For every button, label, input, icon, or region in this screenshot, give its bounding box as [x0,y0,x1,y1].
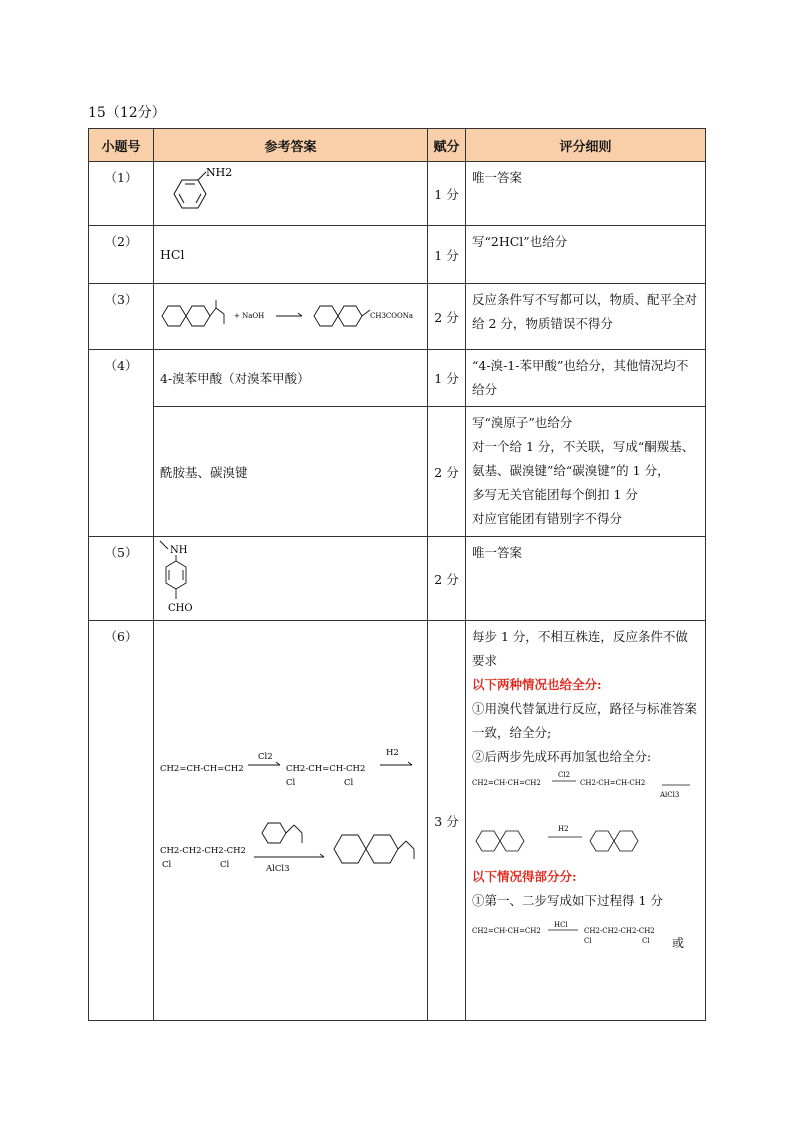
answer-text: 酰胺基、碳溴键 [160,464,248,480]
header-rules: 评分细则 [466,129,706,162]
score-cell: 1 分 [428,350,466,407]
cl-right: Cl [642,937,650,945]
row-number: （3） [89,284,154,350]
dichlorobutane-text: CH2-CH2-CH2-CH2 [584,927,655,935]
rule-line: 对一个给 1 分，不关联，写成“酮羰基、氨基、碳溴键”给“碳溴键”的 1 分， [472,439,695,478]
h2-reagent: H2 [386,748,399,758]
row-number: （5） [89,537,154,621]
partial-route [472,913,700,953]
plus-naoh: + NaOH [234,312,265,320]
alcl3-reagent: AlCl3 [660,791,680,799]
rule-line: 每步 1 分，不相互株连，反应条件不做要求 [472,629,688,668]
rule-line: ①用溴代替氯进行反应，路径与标准答案一致，给全分; [472,701,698,740]
h2-reagent: H2 [558,825,569,833]
butadiene-text: CH2=CH-CH=CH2 [472,927,541,935]
question-title: 15（12分） [88,105,166,121]
or-text: 或 [672,936,685,950]
cl-right: Cl [220,860,230,870]
header-subquestion: 小题号 [89,129,154,162]
nh2-label: NH2 [206,166,233,179]
answer-cell [154,226,428,284]
table-row [89,407,706,537]
rule-cell: 唯一答案 [466,162,706,226]
dichlorobutene-text: CH2-CH=CH-CH2 [286,764,366,774]
nh-label: NH [170,545,188,556]
alcl3-reagent: AlCl3 [266,864,290,874]
cl-right: Cl [344,778,354,788]
header-answer: 参考答案 [154,129,428,162]
header-score: 赋分 [428,129,466,162]
score-cell: 3 分 [428,621,466,1021]
score-cell: 1 分 [428,162,466,226]
answer-cell [154,537,428,621]
answer-cell [154,350,428,407]
score-cell: 2 分 [428,407,466,537]
score-cell: 2 分 [428,284,466,350]
butadiene-text: CH2=CH-CH=CH2 [472,779,541,787]
row-number: （1） [89,162,154,226]
dichlorobutane-text: CH2-CH2-CH2-CH2 [160,846,246,856]
rule-cell: 反应条件写不写都可以，物质、配平全对给 2 分，物质错误不得分 [466,284,706,350]
cl-left: Cl [286,778,296,788]
header-row [89,129,706,162]
rule-cell: 写“2HCl”也给分 [466,226,706,284]
rule-line: ②后两步先成环再加氢也给全分: [472,749,652,764]
score-cell: 2 分 [428,537,466,621]
table-row [89,621,706,1021]
cl-left: Cl [162,860,172,870]
answer-cell [154,621,428,1021]
rule-cell: “4-溴-1-苯甲酸”也给分，其他情况均不给分 [466,350,706,407]
rule-line: ①第一、二步写成如下过程得 1 分 [472,893,663,908]
dichlorobutene-text: CH2-CH=CH-CH2 [580,779,646,787]
aniline-structure [154,162,428,222]
table-row [89,537,706,621]
full-score-heading: 以下两种情况也给全分: [472,677,602,692]
amine-aldehyde-structure [154,537,428,617]
rule-cell: 唯一答案 [466,537,706,621]
table-row [89,284,706,350]
hydrolysis-equation [154,284,428,346]
answer-text: 4-溴苯甲酸（对溴苯甲酸） [160,371,310,386]
answer-text: HCl [160,247,185,262]
cl2-reagent: Cl2 [558,771,571,779]
answer-cell [154,407,428,537]
hcl-reagent: HCl [554,921,568,929]
row-number: （4） [89,350,154,537]
rule-line: 写“溴原子”也给分 [472,415,573,430]
table-row [89,226,706,284]
butadiene-text: CH2=CH-CH=CH2 [160,764,244,774]
row-number: （6） [89,621,154,1021]
table-row [89,350,706,407]
scoring-table [88,128,706,1021]
rule-cell [466,621,706,1021]
table-row [89,162,706,226]
partial-score-heading: 以下情况得部分分: [472,869,577,884]
cl-left: Cl [584,937,592,945]
answer-cell [154,162,428,226]
sodium-acetate: CH3COONa [370,312,414,320]
row-number: （2） [89,226,154,284]
rule-cell [466,407,706,537]
answer-cell [154,284,428,350]
synthesis-scheme [154,621,428,1017]
cho-label: CHO [168,603,193,614]
cl2-reagent: Cl2 [258,752,273,762]
score-cell: 1 分 [428,226,466,284]
rule-line: 对应官能团有错别字不得分 [472,511,623,526]
rule-line: 多写无关官能团每个倒扣 1 分 [472,487,638,502]
alternative-route [472,769,700,857]
